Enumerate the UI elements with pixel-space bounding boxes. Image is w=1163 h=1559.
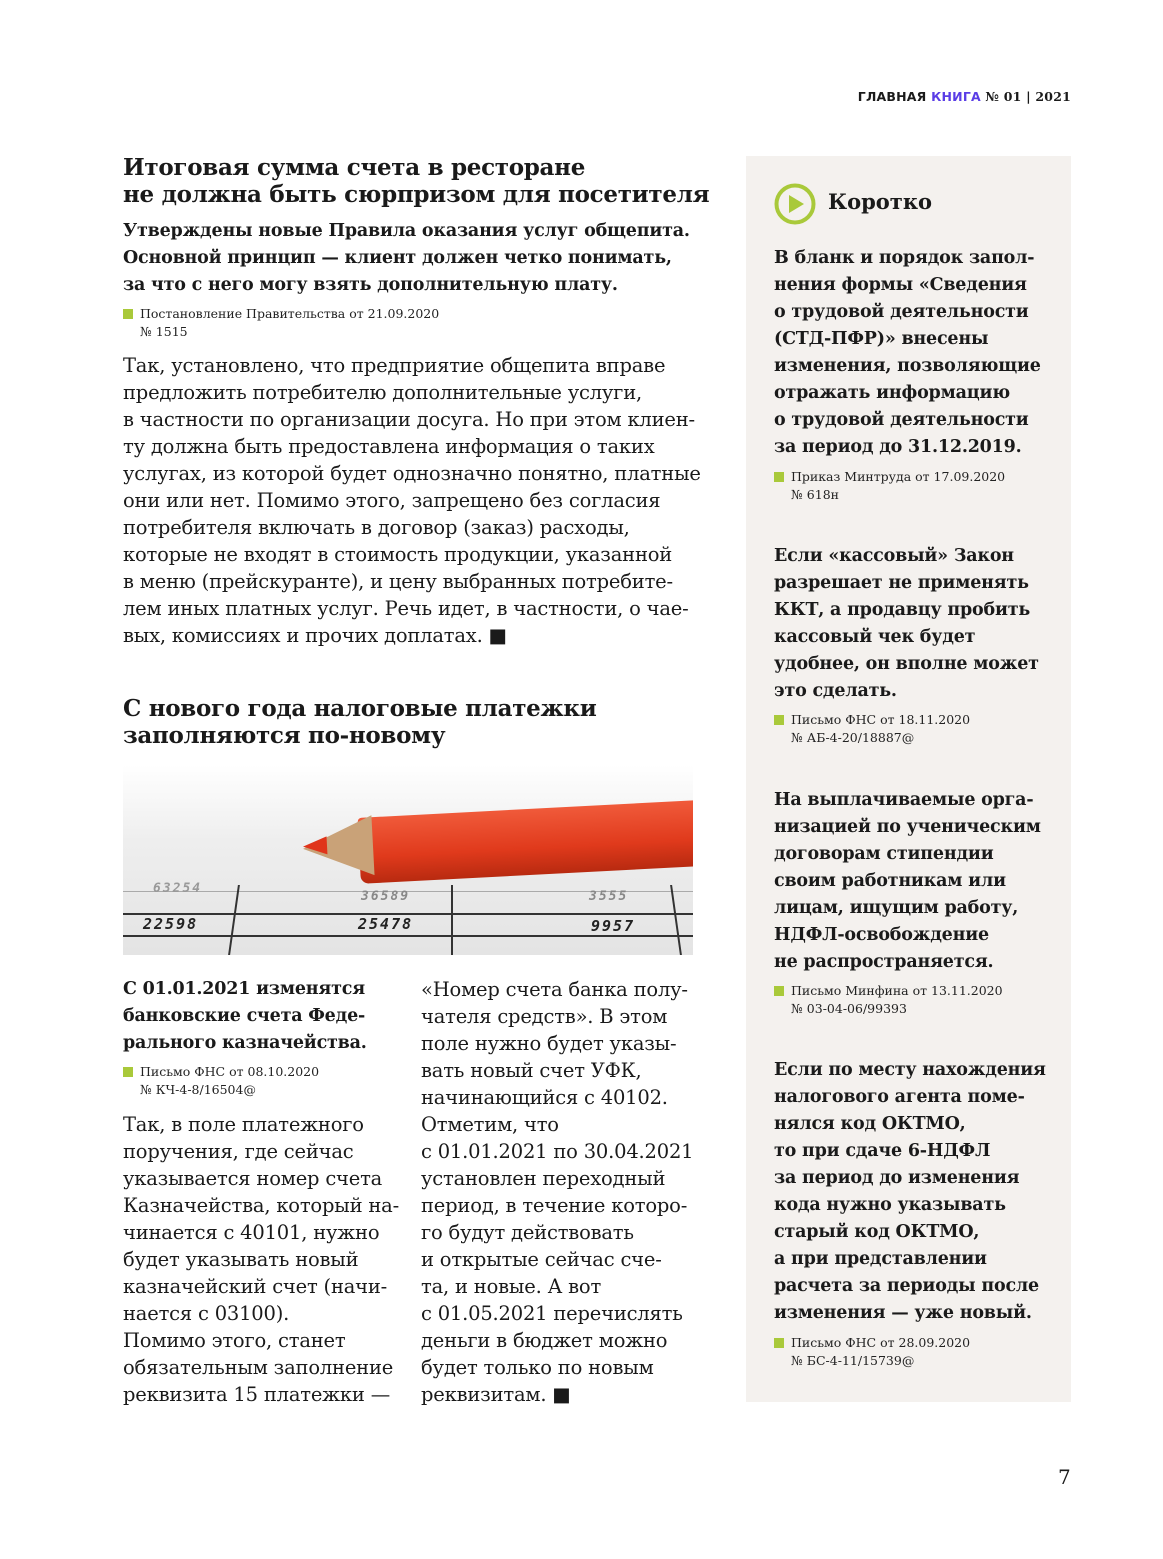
brand-book: КНИГА bbox=[931, 89, 981, 104]
article1-source bbox=[123, 305, 439, 341]
article2-lead: С 01.01.2021 изменятся банковские счета Феде- рального казначейства. bbox=[123, 979, 367, 1053]
bullet-square-icon bbox=[774, 1338, 784, 1348]
play-icon bbox=[773, 182, 817, 226]
source-text: Письмо ФНС от 18.11.2020 № АБ-4-20/18887@ bbox=[791, 712, 971, 745]
page-number: 7 bbox=[1058, 1465, 1071, 1489]
brief-item-source bbox=[774, 982, 1003, 1018]
image-number: 36589 bbox=[361, 889, 411, 904]
source-text: Письмо Минфина от 13.11.2020 № 03-04-06/99393 bbox=[791, 983, 1003, 1016]
image-number: 22598 bbox=[143, 915, 199, 933]
article1-title: Итоговая сумма счета в ресторане не должна быть сюрпризом для посетителя bbox=[123, 154, 710, 208]
brief-item-text: Если по месту нахождения налогового агента поме- нялся код ОКТМО, то при сдаче 6-НДФЛ за период до изменения кода нужно указывать старый код ОКТМО, а при представлении расчета за периоды после изменения — уже новый. bbox=[774, 1060, 1046, 1323]
source-text: Приказ Минтруда от 17.09.2020 № 618н bbox=[791, 469, 1006, 502]
bullet-square-icon bbox=[774, 986, 784, 996]
image-number: 9957 bbox=[591, 917, 636, 935]
brief-item-source bbox=[774, 1334, 970, 1370]
article2-source bbox=[123, 1063, 319, 1099]
source-text: Постановление Правительства от 21.09.2020 № 1515 bbox=[140, 306, 440, 339]
pencil-body bbox=[358, 800, 693, 884]
issue-number: № 01 | 2021 bbox=[985, 89, 1071, 104]
article2-col1: Так, в поле платежного поручения, где сейчас указывается номер счета Казначейства, который на- чинается с 40101, нужно будет указывать новый казначейский счет (начи- нается с 03100). Помимо этого, станет обязательным заполнение реквизита 15 платежки — bbox=[123, 1113, 399, 1406]
article1-lead: Утверждены новые Правила оказания услуг общепита. Основной принцип — клиент должен четко понимать, за что с него могу взять дополнительную плату. bbox=[123, 221, 690, 295]
brand-main: ГЛАВНАЯ bbox=[857, 89, 927, 104]
bullet-square-icon bbox=[774, 715, 784, 725]
brief-item-text: В бланк и порядок запол- нения формы «Сведения о трудовой деятельности (СТД-ПФР)» внесены изменения, позволяющие отражать информацию о трудовой деятельности за период до 31.12.2019. bbox=[774, 248, 1041, 457]
sidebar-brief bbox=[746, 156, 1071, 1402]
source-text: Письмо ФНС от 28.09.2020 № БС-4-11/15739@ bbox=[791, 1335, 971, 1368]
table-line bbox=[123, 935, 693, 937]
pencil-photo bbox=[123, 765, 693, 955]
pencil-lead bbox=[303, 836, 328, 855]
sidebar-title: Коротко bbox=[828, 189, 932, 214]
image-number: 3555 bbox=[589, 889, 629, 904]
article2-col2: «Номер счета банка полу- чателя средств». В этом поле нужно будет указы- вать новый счет УФК, начинающийся с 40102. Отметим, что с 01.01.2021 по 30.04.2021 установлен переходный период, в течение которо- го будут действовать и открытые сейчас сче- та, и новые. А вот с 01.05.2021 перечислять деньги в бюджет можно будет только по новым реквизитам. ■ bbox=[421, 978, 694, 1406]
brief-item-source bbox=[774, 711, 970, 747]
article1-body: Так, установлено, что предприятие общепита вправе предложить потребителю дополнительные услуги, в частности по организации досуга. Но при этом клиен- ту должна быть предоставлена информация о таких услугах, из которой будет однозначно понятно, платные они или нет. Помимо этого, запрещено без согласия потребителя включать в договор (заказ) расходы, которые не входят в стоимость продукции, указанной в меню (прейскуранте), и цену выбранных потребите- лем иных платных услуг. Речь идет, в частности, о чае- вых, комиссиях и прочих доплатах. ■ bbox=[123, 354, 701, 647]
brief-item-text: Если «кассовый» Закон разрешает не применять ККТ, а продавцу пробить кассовый чек будет удобнее, он вполне может это сделать. bbox=[774, 546, 1039, 701]
brief-item-source bbox=[774, 468, 1005, 504]
article2-title: С нового года налоговые платежки заполняются по-новому bbox=[123, 695, 597, 749]
bullet-square-icon bbox=[774, 472, 784, 482]
table-line bbox=[451, 885, 453, 955]
masthead bbox=[858, 89, 1071, 104]
source-text: Письмо ФНС от 08.10.2020 № КЧ-4-8/16504@ bbox=[140, 1064, 320, 1097]
table-line bbox=[228, 885, 240, 955]
image-number: 25478 bbox=[358, 915, 414, 933]
brief-item-text: На выплачиваемые орга- низацией по ученическим договорам стипендии своим работникам или лицам, ищущим работу, НДФЛ-освобождение не распространяется. bbox=[774, 790, 1041, 972]
bullet-square-icon bbox=[123, 1067, 133, 1077]
image-number: 63254 bbox=[153, 881, 203, 896]
bullet-square-icon bbox=[123, 309, 133, 319]
table-line bbox=[670, 885, 682, 955]
